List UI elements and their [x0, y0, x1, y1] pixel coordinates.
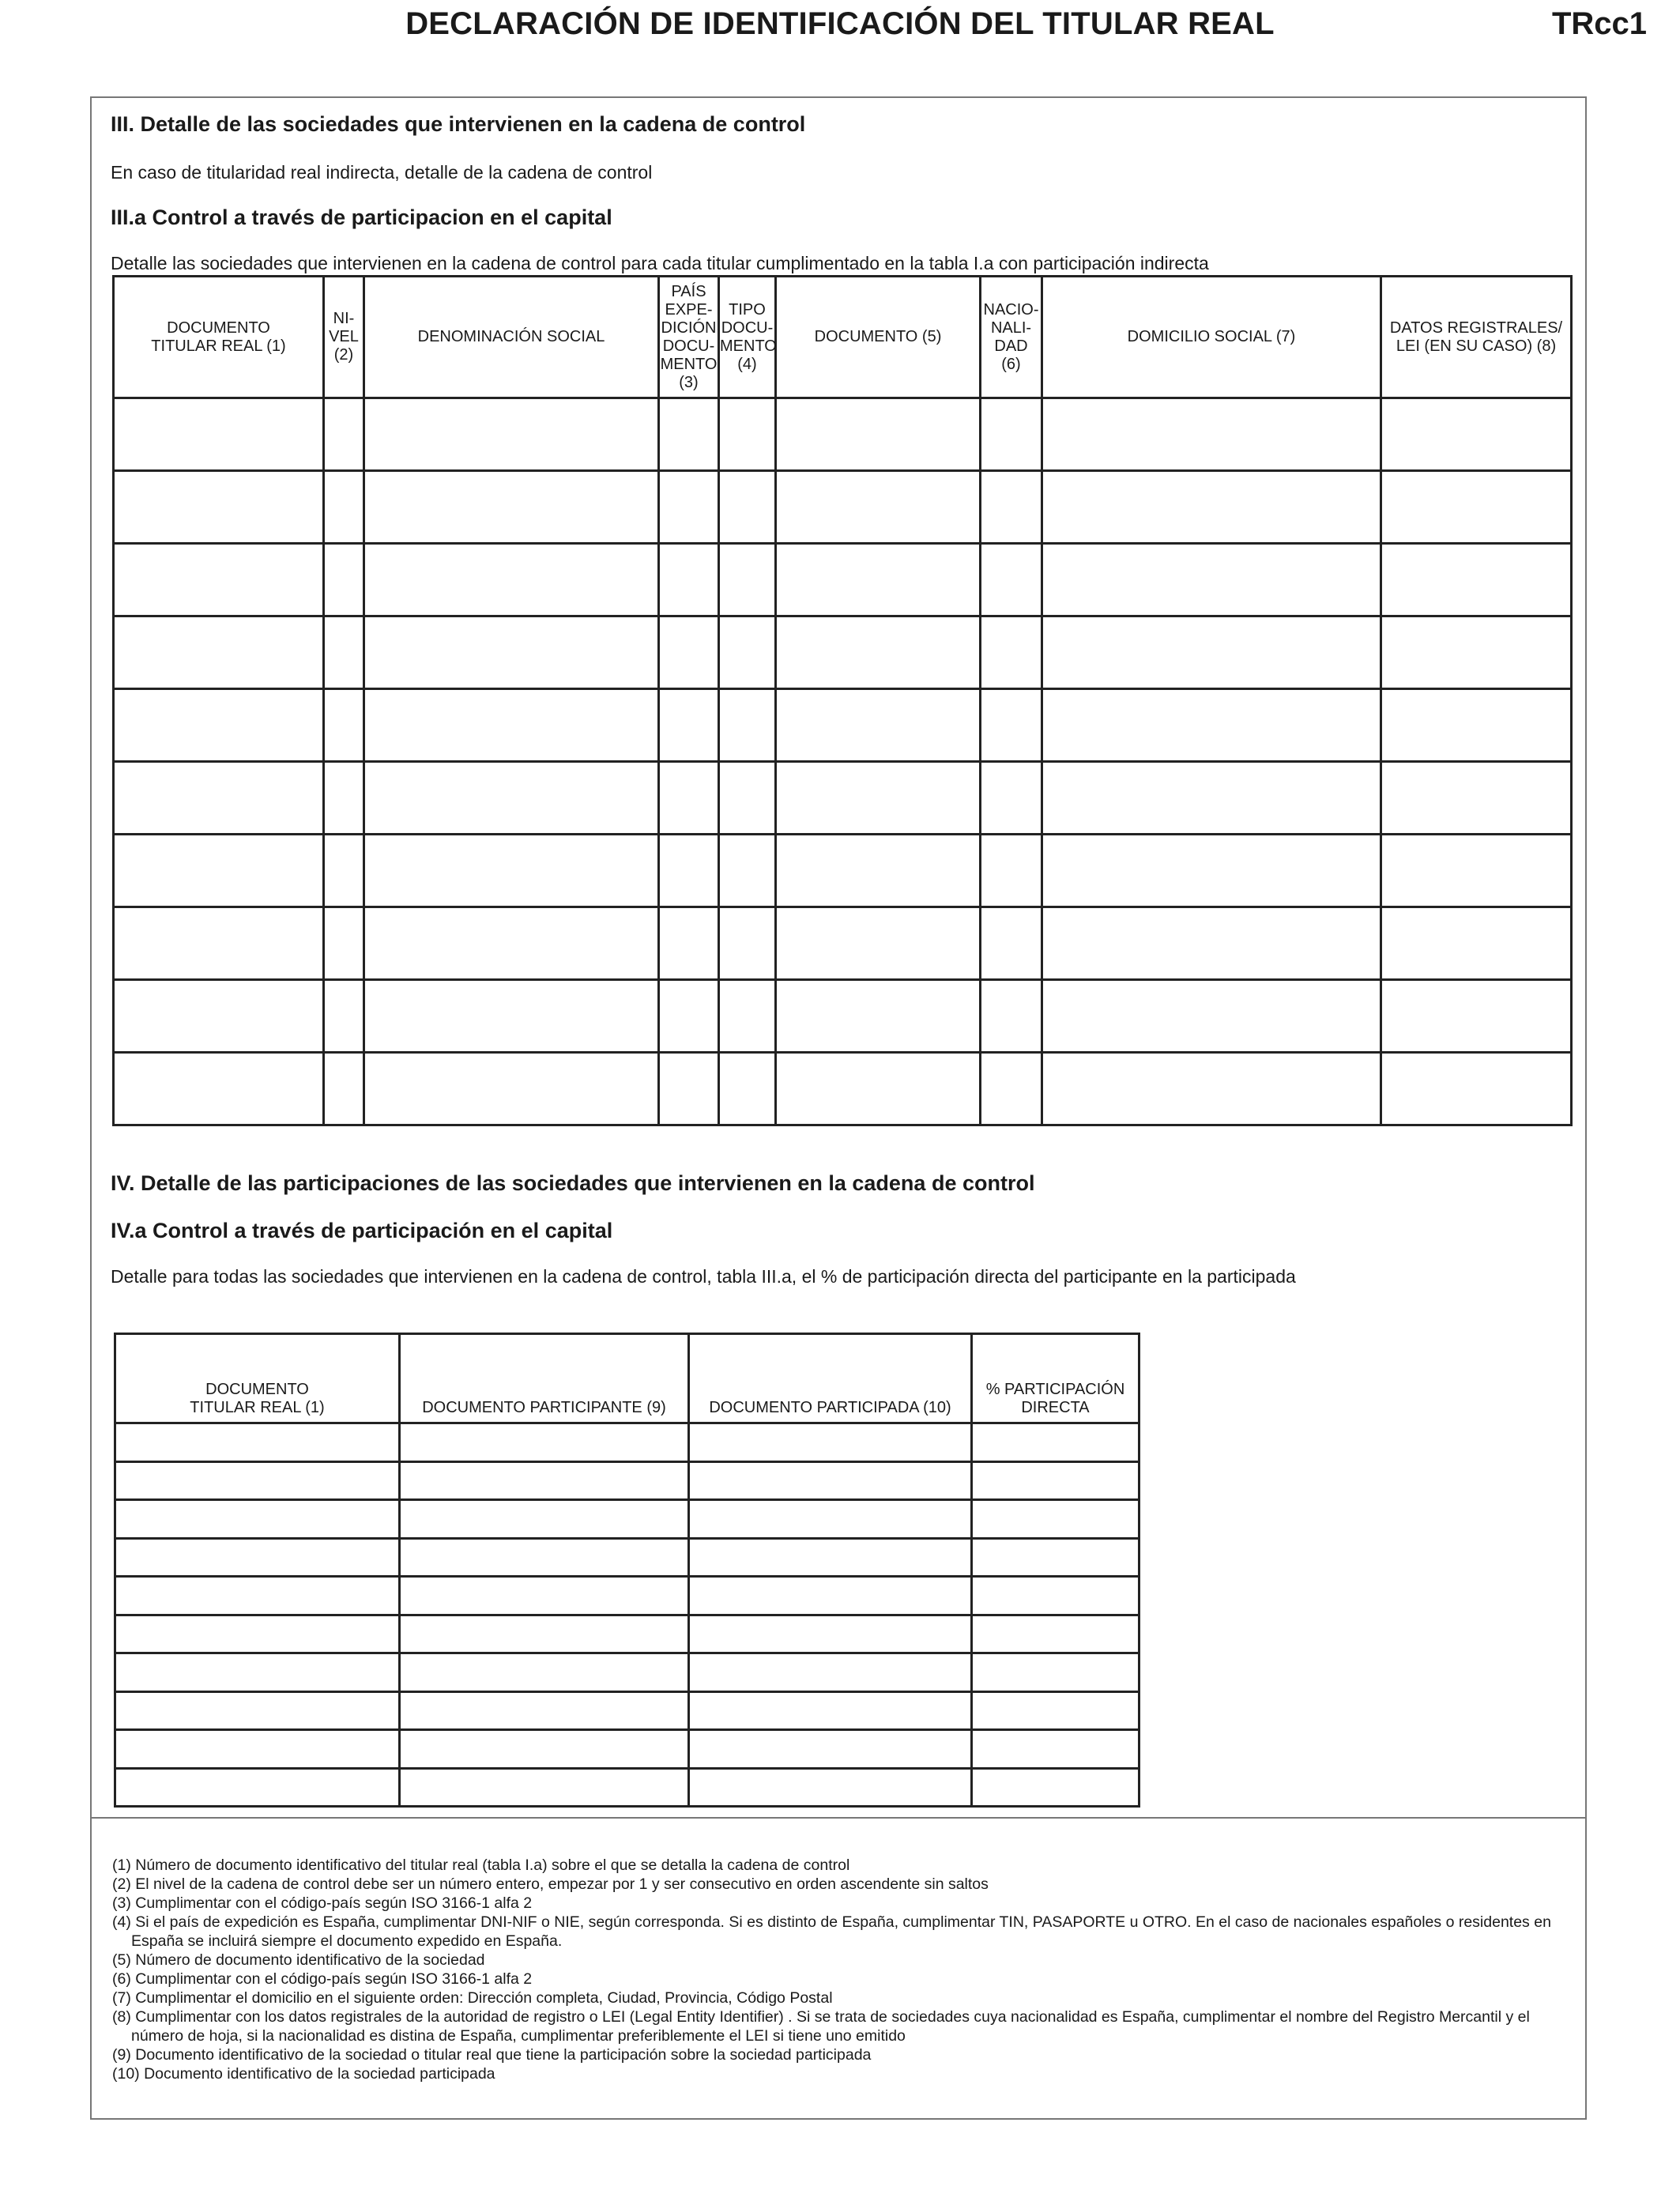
table-3a-header-cell [324, 277, 364, 398]
table-3a-input-cell[interactable] [719, 471, 776, 544]
table-3a-input-cell[interactable] [364, 1053, 659, 1125]
table-3a-input-cell[interactable] [981, 907, 1042, 980]
table-3a-header-text: TIPO [729, 300, 766, 319]
table-3a-input-cell[interactable] [719, 835, 776, 907]
table-4a-input-cell[interactable] [689, 1423, 972, 1462]
table-row [115, 1500, 1139, 1539]
table-3a-header-text: DOCU- [662, 337, 715, 355]
table-4a-input-cell[interactable] [400, 1423, 689, 1462]
table-3a-input-cell[interactable] [659, 689, 719, 762]
table-4a-header-text: DIRECTA [1021, 1399, 1090, 1416]
table-4a-input-cell[interactable] [115, 1461, 400, 1500]
section-3-subtitle: En caso de titularidad real indirecta, detalle de la cadena de control [111, 162, 653, 183]
table-3a-input-cell[interactable] [364, 835, 659, 907]
table-4a [114, 1333, 1140, 1808]
table-3a-input-cell[interactable] [114, 835, 324, 907]
table-3a-input-cell[interactable] [1042, 835, 1381, 907]
table-3a-header-text: LEI (EN SU CASO) (8) [1396, 337, 1557, 355]
table-3a-input-cell[interactable] [659, 471, 719, 544]
table-4a-input-cell[interactable] [400, 1577, 689, 1615]
table-3a-input-cell[interactable] [324, 907, 364, 980]
table-3a-header-text: NACIO- [983, 300, 1039, 319]
footnote: (5) Número de documento identificativo de la sociedad [112, 1951, 485, 1969]
table-4a-input-cell[interactable] [115, 1538, 400, 1577]
table-3a-input-cell[interactable] [364, 689, 659, 762]
table-3a-input-cell[interactable] [114, 398, 324, 471]
table-4a-header-text: % PARTICIPACIÓN [985, 1381, 1125, 1398]
table-row [114, 689, 1572, 762]
table-3a-input-cell[interactable] [364, 762, 659, 835]
table-3a-input-cell[interactable] [981, 1053, 1042, 1125]
table-3a-input-cell[interactable] [719, 398, 776, 471]
table-4a-header-cell [400, 1334, 689, 1423]
table-3a-input-cell[interactable] [324, 689, 364, 762]
table-3a-input-cell[interactable] [114, 1053, 324, 1125]
footnote: (10) Documento identificativo de la sociedad participada [112, 2065, 495, 2083]
table-3a-header-text: DATOS REGISTRALES/ [1389, 319, 1563, 337]
table-row [114, 616, 1572, 689]
table-3a-input-cell[interactable] [981, 616, 1042, 689]
table-3a-header-text: (4) [737, 355, 757, 373]
section-4a-title: IV.a Control a través de participación en el capital [111, 1219, 613, 1242]
table-4a-header-text: DOCUMENTO [205, 1381, 309, 1398]
table-3a-input-cell[interactable] [719, 762, 776, 835]
table-3a-input-cell[interactable] [1381, 980, 1572, 1053]
table-4a-input-cell[interactable] [972, 1768, 1139, 1807]
table-4a-input-cell[interactable] [115, 1423, 400, 1462]
table-3a-input-cell[interactable] [1042, 398, 1381, 471]
table-4a-input-cell[interactable] [115, 1768, 400, 1807]
table-3a-input-cell[interactable] [1381, 471, 1572, 544]
table-4a-header-text: TITULAR REAL (1) [190, 1399, 325, 1416]
table-3a-input-cell[interactable] [114, 907, 324, 980]
table-3a-input-cell[interactable] [981, 835, 1042, 907]
table-4a-input-cell[interactable] [689, 1691, 972, 1730]
table-4a-input-cell[interactable] [689, 1500, 972, 1539]
table-3a-input-cell[interactable] [1381, 762, 1572, 835]
table-row [114, 1053, 1572, 1125]
table-3a-header-text: MENTO [660, 355, 718, 373]
table-3a-input-cell[interactable] [719, 1053, 776, 1125]
table-3a-input-cell[interactable] [324, 835, 364, 907]
table-4a-input-cell[interactable] [689, 1768, 972, 1807]
table-3a-input-cell[interactable] [1381, 544, 1572, 616]
table-3a-input-cell[interactable] [114, 471, 324, 544]
table-3a-input-cell[interactable] [981, 980, 1042, 1053]
table-row [115, 1423, 1139, 1462]
table-3a-input-cell[interactable] [114, 980, 324, 1053]
table-3a-input-cell[interactable] [719, 689, 776, 762]
table-3a-header-cell [776, 277, 981, 398]
table-3a-header-cell [364, 277, 659, 398]
table-3a-input-cell[interactable] [776, 398, 981, 471]
table-3a-input-cell[interactable] [324, 980, 364, 1053]
table-3a-input-cell[interactable] [324, 616, 364, 689]
table-3a-input-cell[interactable] [1381, 907, 1572, 980]
table-3a-input-cell[interactable] [981, 544, 1042, 616]
table-3a-input-cell[interactable] [776, 762, 981, 835]
table-3a-header-text: DOMICILIO SOCIAL (7) [1127, 328, 1296, 345]
table-3a-input-cell[interactable] [719, 616, 776, 689]
table-row [115, 1653, 1139, 1692]
table-4a-input-cell[interactable] [115, 1691, 400, 1730]
table-3a-header-cell [1042, 277, 1381, 398]
section-3a-title: III.a Control a través de participacion en el capital [111, 205, 612, 229]
table-3a-header [114, 277, 1572, 398]
table-row [115, 1615, 1139, 1653]
table-3a [112, 275, 1573, 1126]
table-3a-input-cell[interactable] [1042, 616, 1381, 689]
table-3a-header-text: DENOMINACIÓN SOCIAL [417, 328, 605, 345]
table-row [115, 1461, 1139, 1500]
section-4-title: IV. Detalle de las participaciones de las sociedades que intervienen en la cadena de control [111, 1171, 1035, 1195]
table-3a-input-cell[interactable] [659, 398, 719, 471]
table-4a-input-cell[interactable] [972, 1423, 1139, 1462]
table-3a-input-cell[interactable] [659, 980, 719, 1053]
table-3a-header-text: NI- [333, 310, 355, 327]
table-3a-input-cell[interactable] [776, 616, 981, 689]
table-4a-input-cell[interactable] [115, 1730, 400, 1769]
table-row [114, 471, 1572, 544]
table-4a-input-cell[interactable] [972, 1577, 1139, 1615]
table-3a-input-cell[interactable] [364, 471, 659, 544]
table-3a-input-cell[interactable] [1381, 835, 1572, 907]
table-3a-input-cell[interactable] [114, 616, 324, 689]
section-4a-description: Detalle para todas las sociedades que intervienen en la cadena de control, tabla III.a, el % de participación directa del participante en la participada [111, 1266, 1296, 1287]
footnote: (9) Documento identificativo de la sociedad o titular real que tiene la participación sobre la sociedad participada [112, 2046, 872, 2064]
table-4a-input-cell[interactable] [400, 1461, 689, 1500]
table-3a-header-text: VEL [329, 328, 359, 345]
table-4a-input-cell[interactable] [400, 1500, 689, 1539]
table-4a-input-cell[interactable] [115, 1500, 400, 1539]
table-4a-input-cell[interactable] [972, 1538, 1139, 1577]
table-3a-header-text: TITULAR REAL (1) [151, 337, 286, 355]
table-3a-input-cell[interactable] [981, 689, 1042, 762]
table-3a-header-text: DOCUMENTO (5) [814, 328, 942, 345]
table-3a-input-cell[interactable] [1381, 398, 1572, 471]
page-title: DECLARACIÓN DE IDENTIFICACIÓN DEL TITULAR REAL [405, 6, 1275, 41]
table-3a-input-cell[interactable] [659, 616, 719, 689]
table-row [114, 762, 1572, 835]
footnote: (8) Cumplimentar con los datos registrales de la autoridad de registro o LEI (Legal Entity Identifier) . Si se trata de sociedades cuya nacionalidad es España, cumplimentar el nombre del Registro Mercantil y el número de hoja, si la nacionalidad es distina de España, cumplimentar preferiblemente el LEI si tiene uno emitido [112, 2008, 1530, 2045]
table-3a-input-cell[interactable] [1381, 1053, 1572, 1125]
table-3a-input-cell[interactable] [776, 544, 981, 616]
table-3a-input-cell[interactable] [776, 907, 981, 980]
table-3a-input-cell[interactable] [114, 544, 324, 616]
table-row [115, 1691, 1139, 1730]
table-3a-input-cell[interactable] [1042, 471, 1381, 544]
table-3a-input-cell[interactable] [981, 471, 1042, 544]
table-3a-input-cell[interactable] [324, 471, 364, 544]
table-3a-input-cell[interactable] [1042, 544, 1381, 616]
table-4a-header-cell [972, 1334, 1139, 1423]
table-3a-input-cell[interactable] [364, 616, 659, 689]
table-4a-input-cell[interactable] [400, 1730, 689, 1769]
footnote: (3) Cumplimentar con el código-país según ISO 3166-1 alfa 2 [112, 1894, 533, 1912]
table-3a-input-cell[interactable] [364, 544, 659, 616]
table-3a-input-cell[interactable] [364, 907, 659, 980]
footnote: (6) Cumplimentar con el código-país según ISO 3166-1 alfa 2 [112, 1970, 533, 1988]
section-3-title: III. Detalle de las sociedades que intervienen en la cadena de control [111, 112, 806, 136]
table-4a-input-cell[interactable] [972, 1500, 1139, 1539]
table-4a-header-cell [115, 1334, 400, 1423]
table-4a-header [115, 1334, 1139, 1423]
table-4a-input-cell[interactable] [689, 1653, 972, 1692]
table-3a-header-text: MENTO [720, 337, 777, 355]
table-3a-header-text: (3) [679, 373, 699, 391]
table-3a-header-cell [981, 277, 1042, 398]
table-3a-header-text: DOCUMENTO [167, 319, 270, 337]
table-3a-input-cell[interactable] [114, 689, 324, 762]
table-4a-input-cell[interactable] [400, 1538, 689, 1577]
footnotes-divider [92, 1817, 1585, 1819]
table-3a-header-text: DAD [994, 337, 1028, 355]
table-3a-input-cell[interactable] [981, 762, 1042, 835]
table-3a-input-cell[interactable] [364, 980, 659, 1053]
table-4a-input-cell[interactable] [689, 1538, 972, 1577]
table-3a-input-cell[interactable] [659, 907, 719, 980]
table-row [115, 1768, 1139, 1807]
table-row [115, 1538, 1139, 1577]
table-3a-input-cell[interactable] [981, 398, 1042, 471]
table-3a-input-cell[interactable] [776, 835, 981, 907]
table-4a-input-cell[interactable] [115, 1653, 400, 1692]
table-3a-header-text: EXPE- [665, 300, 713, 319]
footnotes [112, 1856, 1582, 2083]
table-4a-input-cell[interactable] [972, 1615, 1139, 1653]
table-row [114, 835, 1572, 907]
table-3a-input-cell[interactable] [1042, 762, 1381, 835]
table-3a-input-cell[interactable] [659, 762, 719, 835]
table-3a-input-cell[interactable] [776, 689, 981, 762]
table-3a-input-cell[interactable] [364, 398, 659, 471]
table-4a-input-cell[interactable] [689, 1577, 972, 1615]
table-3a-header-text: NALI- [990, 319, 1032, 337]
table-3a-input-cell[interactable] [719, 544, 776, 616]
table-3a-header-cell [114, 277, 324, 398]
table-4a-input-cell[interactable] [689, 1461, 972, 1500]
table-4a-input-cell[interactable] [400, 1691, 689, 1730]
table-3a-input-cell[interactable] [1381, 689, 1572, 762]
table-4a-input-cell[interactable] [115, 1577, 400, 1615]
table-4a-input-cell[interactable] [972, 1461, 1139, 1500]
table-3a-header-cell [1381, 277, 1572, 398]
footnote: (2) El nivel de la cadena de control debe ser un número entero, empezar por 1 y ser consecutivo en orden ascendente sin saltos [112, 1875, 989, 1893]
table-4a-input-cell[interactable] [689, 1730, 972, 1769]
table-3a-input-cell[interactable] [659, 835, 719, 907]
table-4a-header-text: DOCUMENTO PARTICIPANTE (9) [422, 1399, 666, 1416]
table-4a-input-cell[interactable] [400, 1653, 689, 1692]
table-4a-input-cell[interactable] [115, 1615, 400, 1653]
table-3a-header-text: PAÍS [671, 282, 706, 300]
table-3a-input-cell[interactable] [1042, 907, 1381, 980]
table-3a-input-cell[interactable] [114, 762, 324, 835]
table-4a-input-cell[interactable] [972, 1730, 1139, 1769]
table-3a-input-cell[interactable] [719, 907, 776, 980]
table-3a-header-text: (2) [333, 346, 354, 364]
table-3a-header-cell [719, 277, 776, 398]
table-3a-input-cell[interactable] [776, 471, 981, 544]
table-3a-input-cell[interactable] [324, 398, 364, 471]
table-row [114, 907, 1572, 980]
table-4a-input-cell[interactable] [972, 1691, 1139, 1730]
table-3a-input-cell[interactable] [324, 762, 364, 835]
table-4a-input-cell[interactable] [400, 1615, 689, 1653]
table-3a-header-text: (6) [1001, 355, 1021, 373]
table-3a-input-cell[interactable] [1042, 689, 1381, 762]
table-4a-header-text: DOCUMENTO PARTICIPADA (10) [709, 1399, 951, 1416]
table-row [115, 1577, 1139, 1615]
table-4a-input-cell[interactable] [400, 1768, 689, 1807]
table-row [114, 544, 1572, 616]
table-row [115, 1730, 1139, 1769]
footnote: (4) Si el país de expedición es España, cumplimentar DNI-NIF o NIE, según corresponda. Si es distinto de España, cumplimentar TIN, PASAPORTE u OTRO. En el caso de nacionales españoles o residentes en España se incluirá siempre el documento expedido en España. [112, 1913, 1551, 1950]
section-3a-description: Detalle las sociedades que intervienen en la cadena de control para cada titular cumplimentado en la tabla I.a con participación indirecta [111, 253, 1209, 273]
table-3a-input-cell[interactable] [1042, 1053, 1381, 1125]
footnote: (1) Número de documento identificativo del titular real (tabla I.a) sobre el que se detalla la cadena de control [112, 1857, 850, 1874]
table-3a-input-cell[interactable] [324, 544, 364, 616]
table-3a-input-cell[interactable] [776, 1053, 981, 1125]
form-code: TRcc1 [1551, 6, 1647, 41]
table-4a-input-cell[interactable] [689, 1615, 972, 1653]
table-3a-input-cell[interactable] [324, 1053, 364, 1125]
table-3a-header-cell [659, 277, 719, 398]
table-3a-input-cell[interactable] [1042, 980, 1381, 1053]
table-row [114, 980, 1572, 1053]
table-4a-input-cell[interactable] [972, 1653, 1139, 1692]
table-3a-header-text: DICIÓN [661, 319, 717, 337]
table-3a-header-text: DOCU- [721, 319, 774, 337]
table-3a-input-cell[interactable] [1381, 616, 1572, 689]
table-row [114, 398, 1572, 471]
table-3a-input-cell[interactable] [776, 980, 981, 1053]
table-3a-input-cell[interactable] [659, 544, 719, 616]
table-3a-input-cell[interactable] [719, 980, 776, 1053]
table-3a-input-cell[interactable] [659, 1053, 719, 1125]
table-4a-header-cell [689, 1334, 972, 1423]
footnote: (7) Cumplimentar el domicilio en el siguiente orden: Dirección completa, Ciudad, Provincia, Código Postal [112, 1989, 833, 2007]
